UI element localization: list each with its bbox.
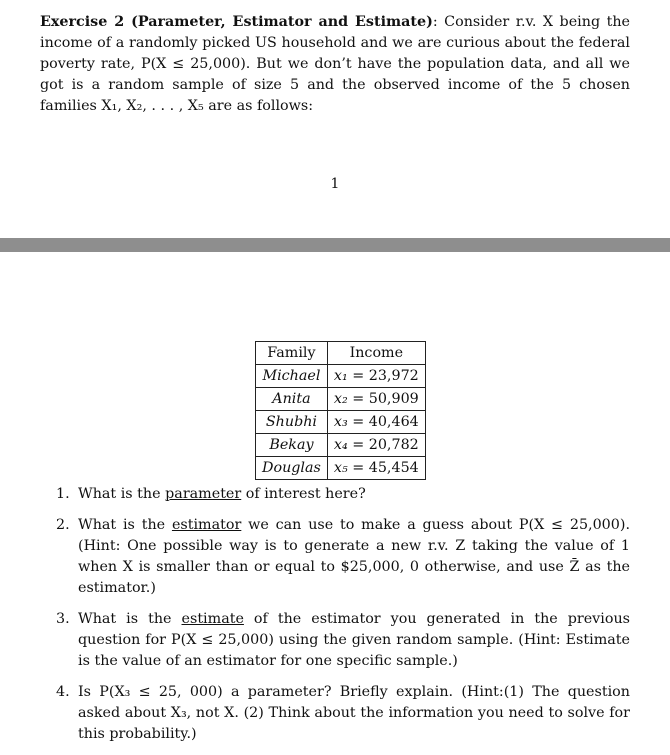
question-number: 2.: [56, 517, 70, 533]
family-name: Bekay: [256, 434, 328, 457]
question-item: [56, 682, 630, 745]
table-row: [256, 457, 426, 480]
question-keyword: parameter: [165, 486, 242, 502]
income-value: = 45,454: [352, 460, 419, 476]
question-text: we can use to make a guess about P(X ≤ 25,000). (Hint: One possible way is to generate a new r.v. Z taking the value of 1 when X is smaller than or equal to $25,000, 0 otherwise, and use Z̄ as the estimator.): [78, 517, 630, 596]
income-variable: x₄: [333, 437, 348, 453]
question-text: What is the: [78, 486, 166, 502]
question-number: 3.: [56, 611, 70, 627]
page-number: 1: [330, 176, 340, 192]
question-text: of interest here?: [241, 486, 366, 502]
exercise-heading: Exercise 2 (Parameter, Estimator and Estimate): [40, 14, 433, 30]
table-row: [256, 365, 426, 388]
question-text: What is the: [78, 611, 182, 627]
question-list: [56, 484, 630, 755]
exercise-text: : Consider r.v. X being the income of a randomly picked US household and we are curious about the federal poverty rate, P(X ≤ 25,000). But we don’t have the population data, and all we got is a random sample of size 5 and the observed income of the 5 chosen families X₁, X₂, . . . , X₅ are as follows:: [40, 14, 630, 114]
question-keyword: estimate: [181, 611, 244, 627]
table-row: [256, 411, 426, 434]
question-text: Is P(X₃ ≤ 25, 000) a parameter? Briefly explain. (Hint:(1) The question asked about X₃, not X. (2) Think about the information you need to solve for this probability.): [78, 684, 630, 742]
question-item: [56, 609, 630, 672]
question-text: What is the: [78, 517, 172, 533]
income-cell: [327, 411, 425, 434]
question-keyword: estimator: [171, 517, 242, 533]
income-value: = 23,972: [352, 368, 419, 384]
question-item: [56, 484, 630, 505]
income-cell: [327, 365, 425, 388]
income-cell: [327, 434, 425, 457]
income-variable: x₃: [333, 414, 348, 430]
question-number: 1.: [56, 486, 70, 502]
income-variable: x₅: [333, 460, 348, 476]
family-name: Anita: [256, 388, 328, 411]
family-name: Douglas: [256, 457, 328, 480]
income-table: [255, 341, 426, 480]
table-row: [256, 388, 426, 411]
income-value: = 50,909: [352, 391, 419, 407]
table-row: [256, 434, 426, 457]
question-number: 4.: [56, 684, 70, 700]
page-separator: [0, 238, 670, 252]
exercise-statement: [40, 12, 630, 117]
header-family: Family: [256, 342, 328, 365]
income-value: = 20,782: [352, 437, 419, 453]
family-name: Shubhi: [256, 411, 328, 434]
income-cell: [327, 388, 425, 411]
income-variable: x₂: [333, 391, 348, 407]
question-item: [56, 515, 630, 599]
income-value: = 40,464: [352, 414, 419, 430]
income-variable: x₁: [333, 368, 348, 384]
income-cell: [327, 457, 425, 480]
header-income: Income: [327, 342, 425, 365]
family-name: Michael: [256, 365, 328, 388]
question-text: of the estimator you generated in the previous question for P(X ≤ 25,000) using the given random sample. (Hint: Estimate is the value of an estimator for one specific sample.): [78, 611, 630, 669]
table-header-row: [256, 342, 426, 365]
